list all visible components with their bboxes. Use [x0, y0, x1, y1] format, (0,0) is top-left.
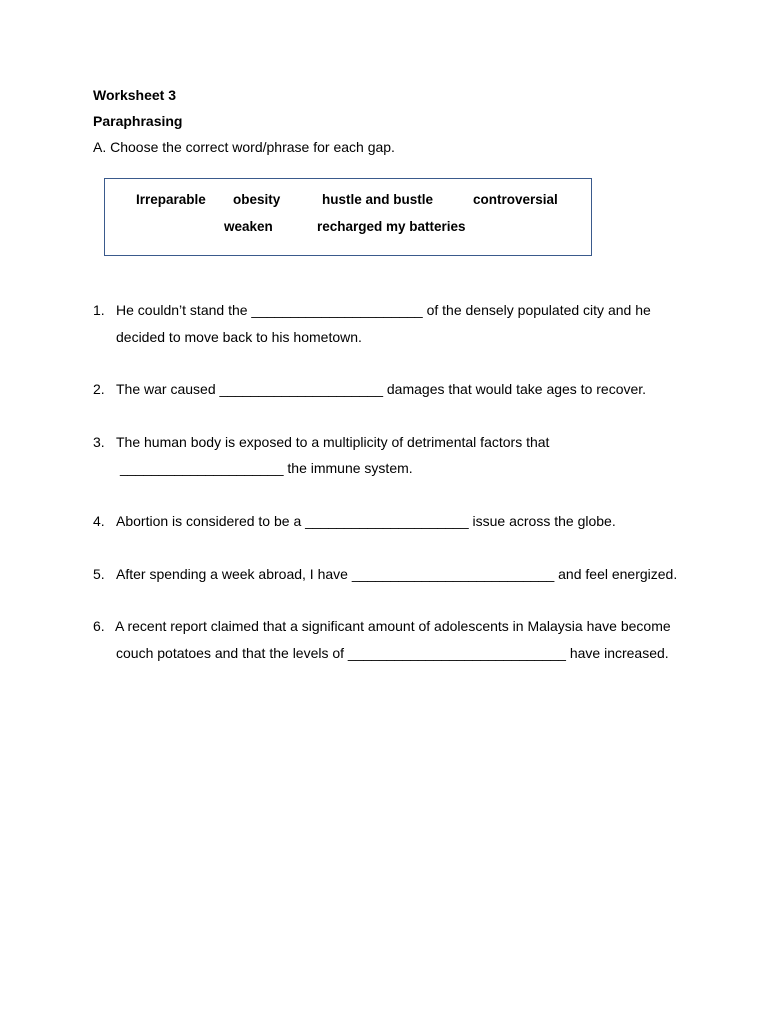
worksheet-title: Worksheet 3: [93, 87, 176, 103]
question-text-continued: couch potatoes and that the levels of ____________________________ have increased.: [116, 645, 669, 661]
question-text: Abortion is considered to be a _____________________ issue across the globe.: [116, 513, 616, 529]
worksheet-subtitle: Paraphrasing: [93, 113, 183, 129]
word-bank-item: weaken: [224, 219, 273, 234]
question-text: After spending a week abroad, I have __________________________ and feel energized.: [116, 566, 678, 582]
question-number: 5.: [93, 566, 105, 582]
word-bank-box: [104, 178, 592, 256]
question-text: A recent report claimed that a significant amount of adolescents in Malaysia have become: [115, 618, 671, 634]
question-number: 3.: [93, 434, 105, 450]
question-text: The war caused _____________________ damages that would take ages to recover.: [116, 381, 647, 397]
question-number: 1.: [93, 302, 105, 318]
question-number: 2.: [93, 381, 105, 397]
word-bank-item: hustle and bustle: [322, 192, 434, 207]
question-text-continued: decided to move back to his hometown.: [116, 329, 362, 345]
word-bank-item: Irreparable: [136, 192, 206, 207]
question-text-continued: _____________________ the immune system.: [120, 460, 413, 476]
question-text: He couldn’t stand the ______________________ of the densely populated city and he: [116, 302, 651, 318]
word-bank-item: controversial: [473, 192, 558, 207]
word-bank-item: recharged my batteries: [317, 219, 466, 234]
question-text: The human body is exposed to a multiplicity of detrimental factors that: [116, 434, 550, 450]
instruction-text: A. Choose the correct word/phrase for each gap.: [93, 139, 395, 155]
question-number: 4.: [93, 513, 105, 529]
word-bank-item: obesity: [233, 192, 281, 207]
question-number: 6.: [93, 618, 105, 634]
